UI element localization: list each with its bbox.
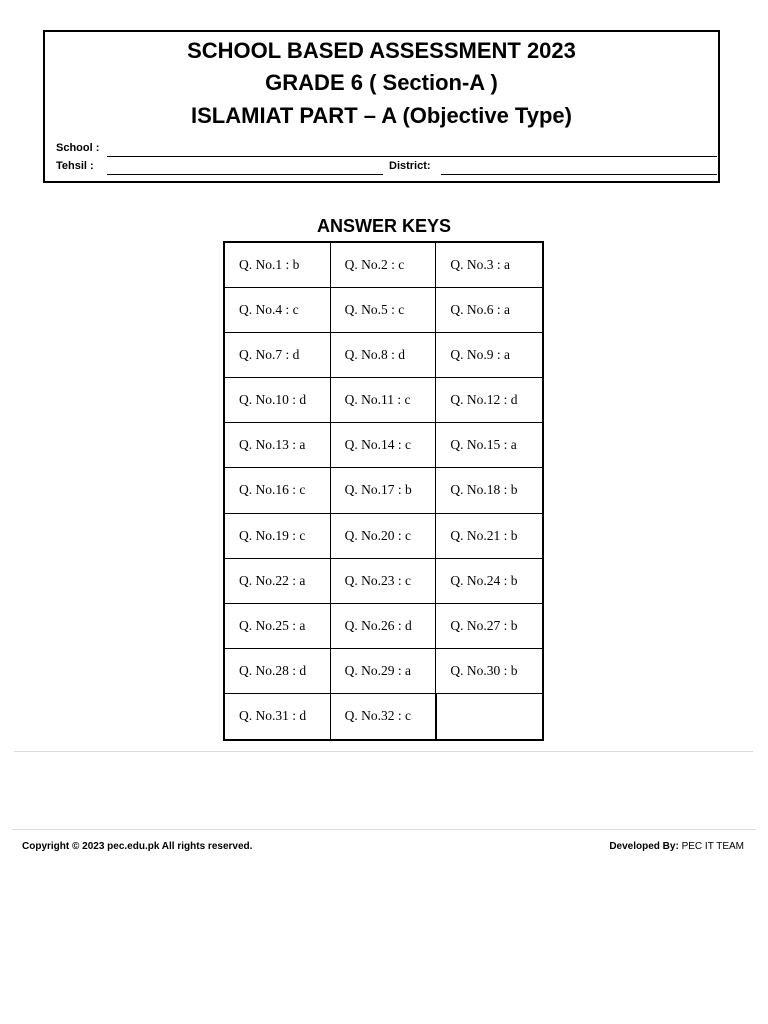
- answer-key-cell: Q. No.24 : b: [436, 559, 542, 604]
- answer-key-cell: Q. No.18 : b: [436, 468, 542, 513]
- district-label: District:: [389, 160, 431, 172]
- answer-key-cell: Q. No.30 : b: [436, 649, 542, 694]
- answer-key-cell: Q. No.1 : b: [225, 243, 331, 288]
- footer-divider: [12, 829, 756, 830]
- answer-keys-table: [223, 241, 544, 741]
- developer-name: PEC IT TEAM: [681, 841, 744, 852]
- answer-key-cell: Q. No.10 : d: [225, 378, 331, 423]
- district-field-line: [441, 174, 717, 175]
- answer-key-cell: Q. No.31 : d: [225, 694, 331, 739]
- answer-key-cell: Q. No.25 : a: [225, 604, 331, 649]
- answer-key-cell: Q. No.11 : c: [331, 378, 437, 423]
- school-field-line: [107, 156, 717, 157]
- answer-key-cell: Q. No.14 : c: [331, 423, 437, 468]
- answer-key-cell: Q. No.29 : a: [331, 649, 437, 694]
- subject-part-title: ISLAMIAT PART – A (Objective Type): [191, 103, 572, 128]
- answer-key-cell: Q. No.19 : c: [225, 514, 331, 559]
- developer-credit: [609, 841, 744, 852]
- answer-key-cell: Q. No.5 : c: [331, 288, 437, 333]
- answer-key-cell: Q. No.9 : a: [436, 333, 542, 378]
- school-label: School :: [56, 142, 100, 154]
- answer-key-cell: Q. No.3 : a: [436, 243, 542, 288]
- answer-key-cell: Q. No.8 : d: [331, 333, 437, 378]
- section-divider: [14, 751, 753, 752]
- answer-key-cell: Q. No.2 : c: [331, 243, 437, 288]
- answer-key-cell: Q. No.20 : c: [331, 514, 437, 559]
- assessment-header: [43, 30, 720, 183]
- answer-key-cell: Q. No.17 : b: [331, 468, 437, 513]
- answer-key-cell: Q. No.28 : d: [225, 649, 331, 694]
- tehsil-label: Tehsil :: [56, 160, 94, 172]
- tehsil-field-line: [107, 174, 383, 175]
- answer-key-cell: Q. No.13 : a: [225, 423, 331, 468]
- answer-key-cell: Q. No.6 : a: [436, 288, 542, 333]
- copyright-text: Copyright © 2023 pec.edu.pk All rights reserved.: [22, 841, 253, 852]
- answer-key-cell: Q. No.12 : d: [436, 378, 542, 423]
- answer-key-cell: Q. No.4 : c: [225, 288, 331, 333]
- answer-key-cell: Q. No.22 : a: [225, 559, 331, 604]
- empty-cell: [436, 694, 542, 739]
- answer-key-cell: Q. No.15 : a: [436, 423, 542, 468]
- answer-key-cell: Q. No.32 : c: [331, 694, 437, 739]
- answer-key-cell: Q. No.23 : c: [331, 559, 437, 604]
- answer-key-cell: Q. No.27 : b: [436, 604, 542, 649]
- answer-key-cell: Q. No.26 : d: [331, 604, 437, 649]
- answer-key-cell: Q. No.21 : b: [436, 514, 542, 559]
- answer-key-cell: Q. No.7 : d: [225, 333, 331, 378]
- developed-by-label: Developed By:: [609, 841, 679, 852]
- grade-section-title: GRADE 6 ( Section-A ): [265, 70, 498, 95]
- assessment-title: SCHOOL BASED ASSESSMENT 2023: [187, 38, 576, 63]
- answer-key-cell: Q. No.16 : c: [225, 468, 331, 513]
- answer-keys-title: ANSWER KEYS: [316, 216, 451, 236]
